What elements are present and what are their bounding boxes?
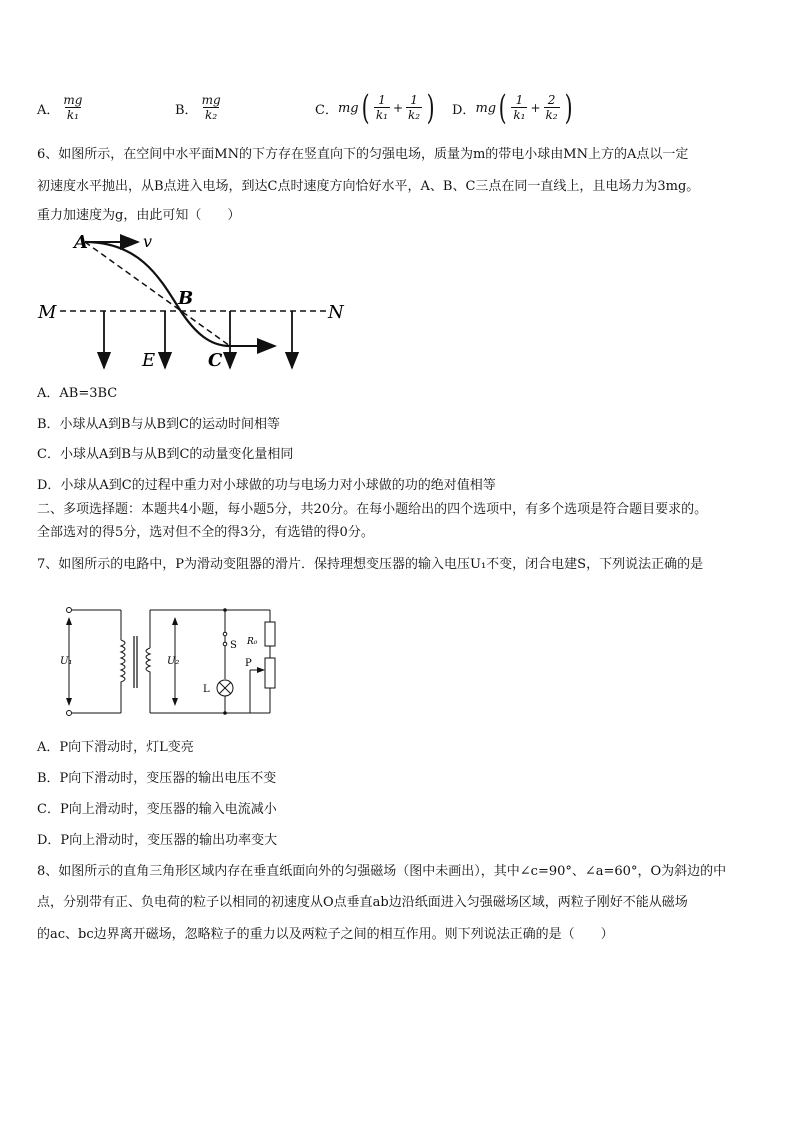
label-n: N [328,302,344,323]
left-paren: ( [361,88,370,128]
q6-option-d[interactable]: D．小球从A到C的过程中重力对小球做的功与电场力对小球做的功的绝对值相等 [37,478,496,493]
label-u1: U₁ [60,656,73,667]
q7-option-d[interactable]: D．P向上滑动时，变压器的输出功率变大 [37,833,278,848]
label-s: S [230,640,237,651]
label-c: C [208,350,223,371]
q5-option-b[interactable] [175,84,225,132]
label-e: E [142,350,156,371]
q7-stem-line-1: 7、如图所示的电路中，P为滑动变阻器的滑片．保持理想变压器的输入电压U₁不变，闭合电建S，下列说法正确的是 [37,557,704,572]
q5-option-a[interactable] [37,84,86,132]
fraction [61,93,84,123]
option-label: A． [37,102,60,118]
label-l: L [203,684,210,695]
mg-prefix: mg [475,100,497,116]
ac-dashed-line [85,242,230,346]
q6-projectile-figure [30,228,360,376]
switch-contact [223,632,227,636]
input-terminal-top [67,608,72,613]
denominator: k₂ [545,108,558,122]
fraction [200,93,223,123]
left-paren: ( [498,88,507,128]
denominator: k₂ [408,108,421,122]
fraction [544,93,560,123]
denominator: k₁ [66,108,79,122]
numerator: mg [201,93,221,107]
q6-option-c[interactable]: C．小球从A到B与从B到C的动量变化量相同 [37,447,294,462]
mg-prefix: mg [337,100,359,116]
r0-resistor [265,622,275,646]
option-label: D． [452,102,476,118]
label-u2: U₂ [167,656,180,667]
label-a: A [74,232,88,253]
fraction [511,93,527,123]
q6-stem-line-3: 重力加速度为g，由此可知（ ） [37,208,241,223]
q8-stem-line-3: 的ac、bc边界离开磁场，忽略粒子的重力以及两粒子之间的相互作用。则下列说法正确的是（ ） [37,927,614,942]
q8-stem-line-1: 8、如图所示的直角三角形区域内存在垂直纸面向外的匀强磁场（图中未画出），其中∠c=90°、∠a=60°，O为斜边的中 [37,864,727,879]
q5-option-d[interactable] [452,84,575,132]
input-terminal-bottom [67,711,72,716]
section-2-scoring: 全部选对的得5分，选对但不全的得3分，有选错的得0分。 [37,525,374,540]
numerator: 1 [515,93,524,107]
q7-circuit-figure [55,600,295,720]
q7-option-a[interactable]: A．P向下滑动时，灯L变亮 [37,740,194,755]
q7-option-b[interactable]: B．P向下滑动时，变压器的输出电压不变 [37,771,277,786]
numerator: 1 [378,93,386,107]
option-label: C． [315,102,338,118]
q6-option-a[interactable]: A．AB=3BC [37,386,118,401]
q8-stem-line-2: 点，分别带有正、负电荷的粒子以相同的初速度从O点垂直ab边沿纸面进入匀强磁场区域，两粒子刚好不能从磁场 [37,895,688,910]
label-v: v [143,232,153,251]
label-p: P [245,658,252,669]
plus-sign: + [530,101,541,115]
section-2-heading: 二、多项选择题：本题共4小题，每小题5分，共20分。在每小题给出的四个选项中，有多个选项是符合题目要求的。 [37,502,708,517]
label-m: M [38,302,57,323]
denominator: k₂ [205,108,218,122]
numerator: mg [63,93,83,107]
option-label: B． [175,102,198,118]
fraction [406,93,422,123]
primary-coil [121,640,125,685]
numerator: 1 [410,93,418,107]
right-paren: ) [426,88,435,128]
numerator: 2 [547,93,556,107]
switch-contact [223,642,227,646]
plus-sign: + [392,101,404,115]
q7-option-c[interactable]: C．P向上滑动时，变压器的输入电流减小 [37,802,277,817]
q6-stem-line-2: 初速度水平抛出，从B点进入电场，到达C点时速度方向恰好水平，A、B、C三点在同一直线上，且电场力为3mg。 [37,179,700,194]
denominator: k₁ [375,108,388,122]
q6-option-b[interactable]: B．小球从A到B与从B到C的运动时间相等 [37,417,280,432]
label-b: B [178,288,194,309]
rheostat [265,658,275,688]
right-paren: ) [564,88,573,128]
fraction [374,93,390,123]
label-r0: R₀ [247,637,258,647]
denominator: k₁ [513,108,526,122]
q5-options [37,84,777,132]
q6-stem-line-1: 6、如图所示，在空间中水平面MN的下方存在竖直向下的匀强电场，质量为m的带电小球由MN上方的A点以一定 [37,147,689,162]
q5-option-c[interactable] [315,84,437,132]
secondary-coil [146,648,150,675]
